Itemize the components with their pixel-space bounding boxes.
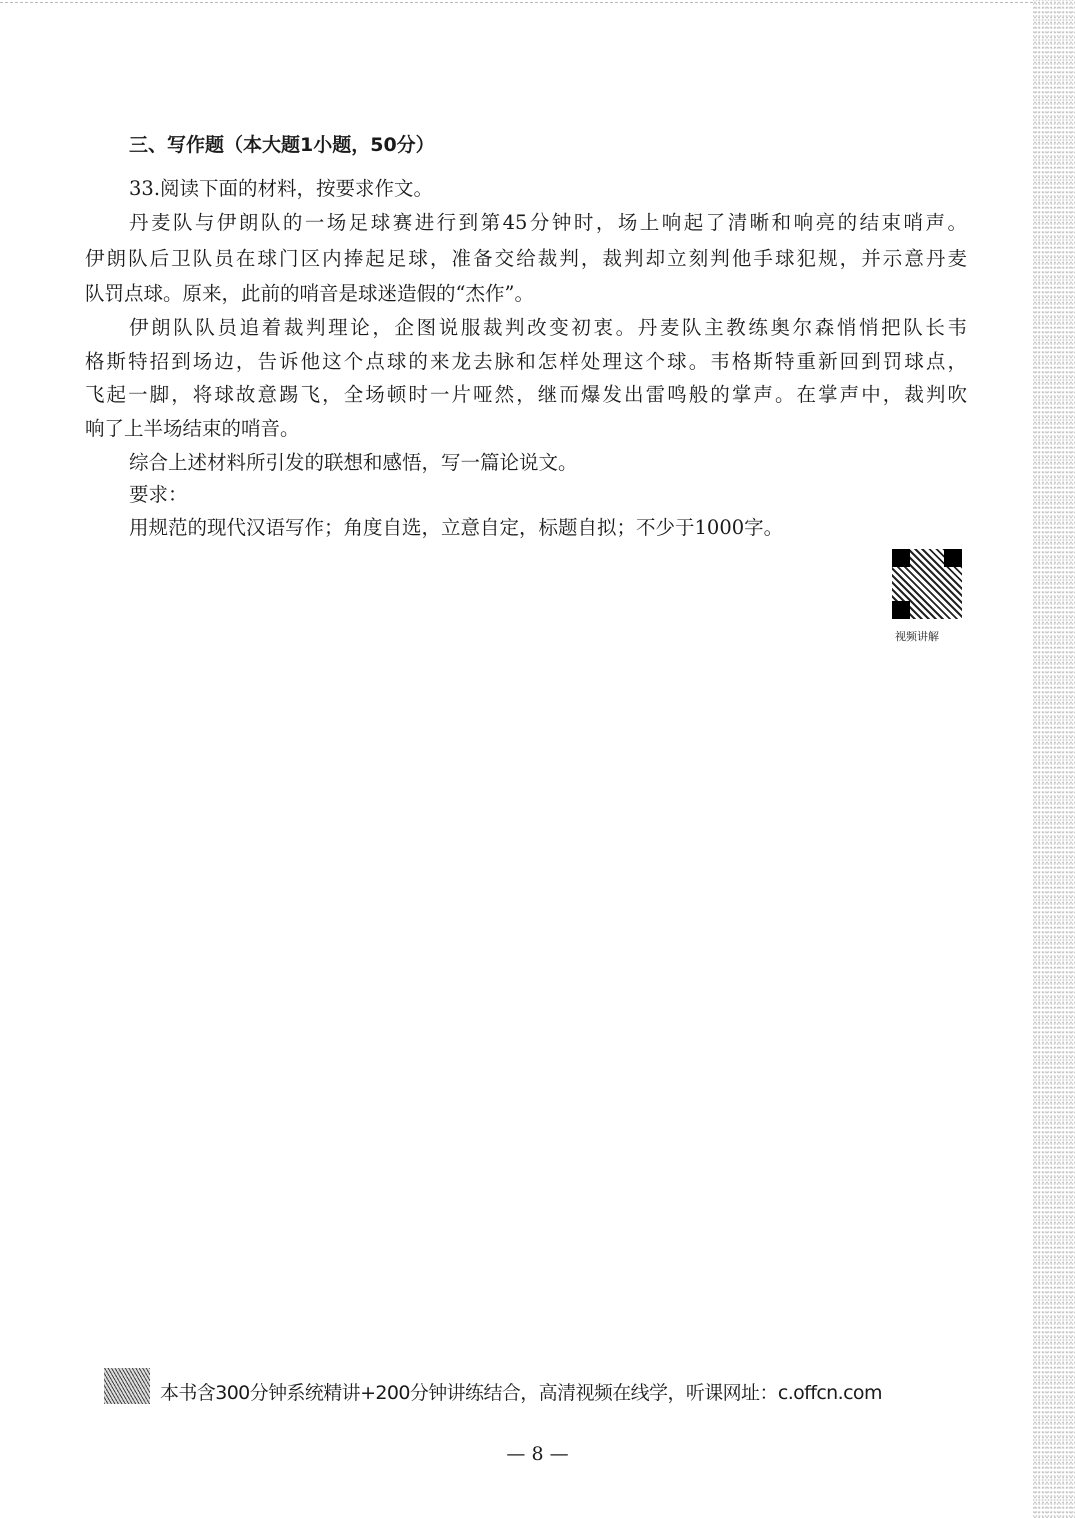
material-line: 伊朗队队员追着裁判理论，企图说服裁判改变初衷。丹麦队主教练奥尔森悄悄把队长韦 xyxy=(129,316,967,339)
footer-text: 本书含300分钟系统精讲+200分钟讲练结合，高清视频在线学，听课网址：c.offcn.com xyxy=(160,1382,882,1404)
section-heading: 三、写作题（本大题1小题，50分） xyxy=(129,134,435,156)
qr-caption: 视频讲解 xyxy=(895,630,939,643)
question-prompt: 33.阅读下面的材料，按要求作文。 xyxy=(129,177,434,200)
material-line: 飞起一脚，将球故意踢飞，全场顿时一片哑然，继而爆发出雷鸣般的掌声。在掌声中，裁判吹 xyxy=(85,383,967,406)
task-text: 综合上述材料所引发的联想和感悟，写一篇论说文。 xyxy=(129,451,578,474)
scan-top-border xyxy=(0,2,1033,3)
material-line: 格斯特招到场边，告诉他这个点球的来龙去脉和怎样处理这个球。韦格斯特重新回到罚球点， xyxy=(85,350,967,373)
material-line: 响了上半场结束的哨音。 xyxy=(85,417,300,440)
material-line: 丹麦队与伊朗队的一场足球赛进行到第45分钟时，场上响起了清晰和响亮的结束哨声。 xyxy=(129,211,967,234)
page-number: — 8 — xyxy=(506,1443,569,1465)
footer-qr-code xyxy=(104,1368,150,1404)
requirements-text: 用规范的现代汉语写作；角度自选，立意自定，标题自拟；不少于1000字。 xyxy=(129,516,784,539)
material-line: 伊朗队后卫队员在球门区内捧起足球，准备交给裁判，裁判却立刻判他手球犯规，并示意丹麦 xyxy=(85,247,967,270)
scan-edge-noise xyxy=(1033,0,1075,1518)
requirements-label: 要求： xyxy=(129,483,188,506)
qr-code xyxy=(892,549,962,619)
material-line: 队罚点球。原来，此前的哨音是球迷造假的“杰作”。 xyxy=(85,282,534,305)
